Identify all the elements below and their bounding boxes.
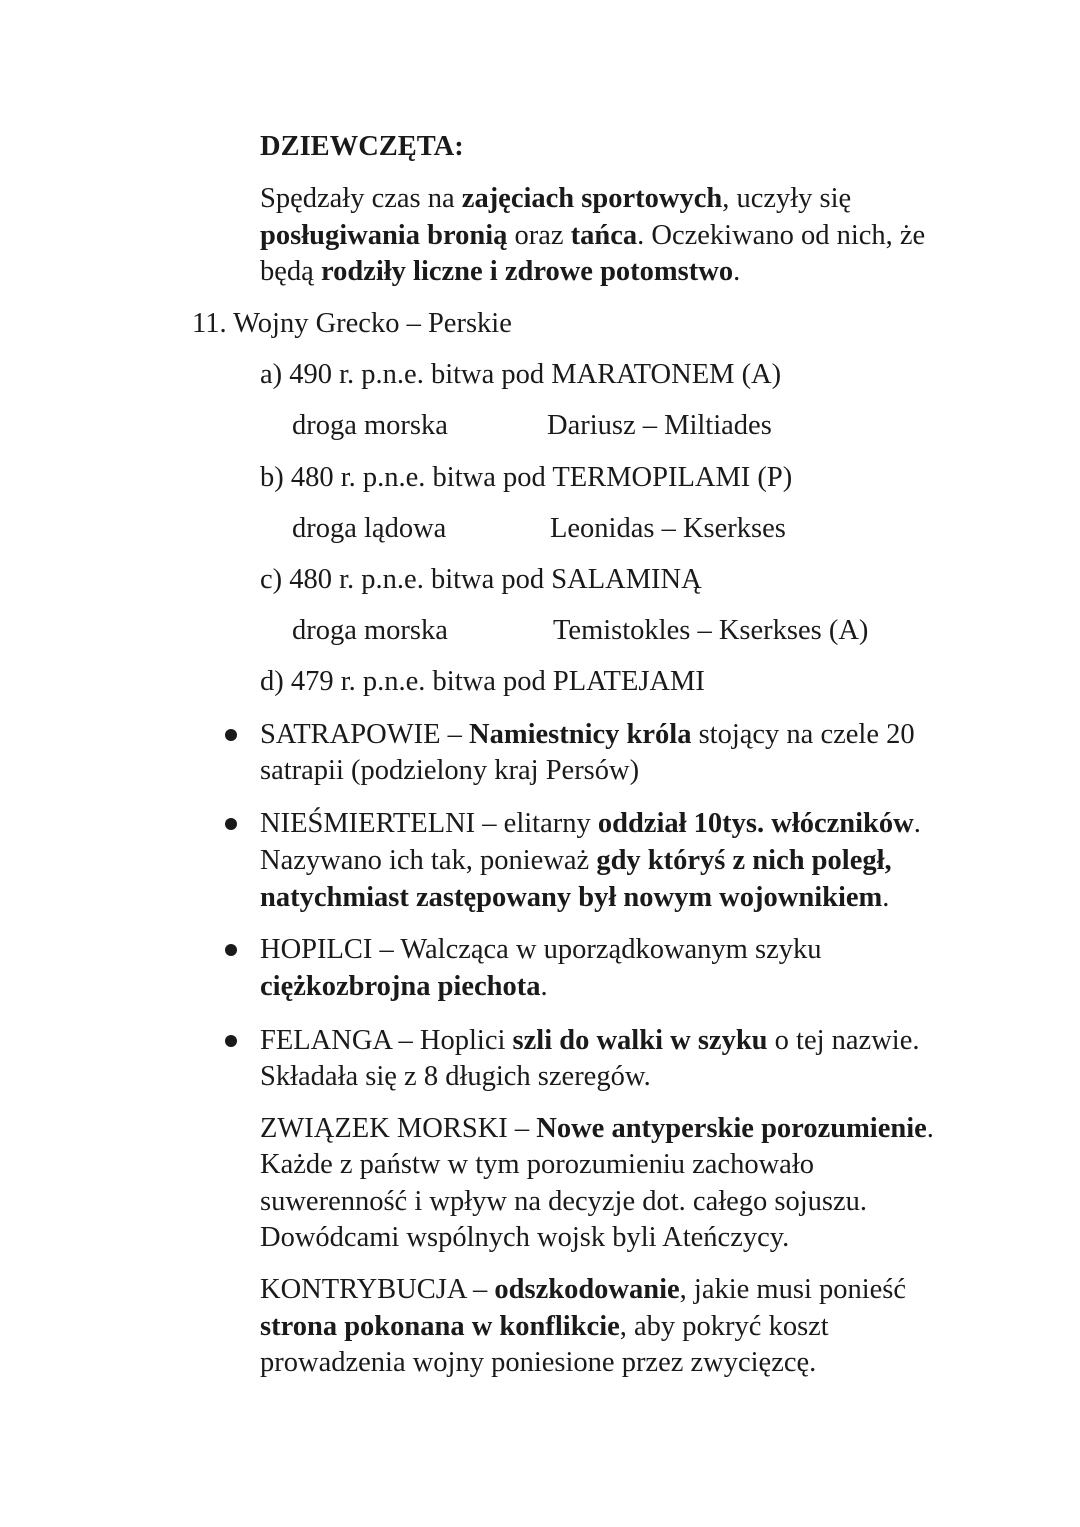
battle-a-leaders: Dariusz – Miltiades: [547, 410, 772, 441]
battle-c-label: c) 480 r. p.n.e. bitwa pod SALAMINĄ: [260, 564, 702, 595]
zwiazek-line-3: suwerenność i wpływ na decyzje dot. całego sojuszu.: [260, 1186, 868, 1217]
bullet-icon: [225, 944, 237, 956]
kontrybucja-line-2: strona pokonana w konflikcie, aby pokryć koszt: [260, 1311, 829, 1342]
falanga-line-1: FELANGA – Hoplici szli do walki w szyku o tej nazwie.: [260, 1025, 920, 1056]
kontrybucja-line-3: prowadzenia wojny poniesione przez zwycięzcę.: [260, 1347, 817, 1378]
girls-line-1: Spędzały czas na zajęciach sportowych, uczyły się: [260, 183, 852, 214]
zwiazek-line-2: Każde z państw w tym porozumieniu zachowało: [260, 1149, 814, 1180]
kontrybucja-line-1: KONTRYBUCJA – odszkodowanie, jakie musi ponieść: [260, 1274, 907, 1305]
hoplici-line-1: HOPILCI – Walcząca w uporządkowanym szyku: [260, 934, 822, 965]
battle-b-route: droga lądowa: [292, 513, 447, 544]
niesmiertelni-line-1: NIEŚMIERTELNI – elitarny oddział 10tys. włóczników.: [260, 808, 921, 839]
battle-a-route: droga morska: [292, 410, 448, 441]
girls-line-3: będą rodziły liczne i zdrowe potomstwo.: [260, 256, 741, 287]
girls-heading: DZIEWCZĘTA:: [260, 131, 464, 162]
niesmiertelni-line-3: natychmiast zastępowany był nowym wojownikiem.: [260, 882, 890, 913]
niesmiertelni-line-2: Nazywano ich tak, ponieważ gdy któryś z nich poległ,: [260, 845, 892, 876]
battle-d-label: d) 479 r. p.n.e. bitwa pod PLATEJAMI: [260, 666, 705, 697]
satrapowie-line-1: SATRAPOWIE – Namiestnicy króla stojący na czele 20: [260, 719, 915, 750]
bullet-icon: [225, 729, 237, 741]
battle-c-route: droga morska: [292, 615, 448, 646]
battle-b-label: b) 480 r. p.n.e. bitwa pod TERMOPILAMI (P): [260, 462, 793, 493]
battle-c-leaders: Temistokles – Kserkses (A): [553, 615, 869, 646]
falanga-line-2: Składała się z 8 długich szeregów.: [260, 1061, 651, 1092]
girls-line-2: posługiwania bronią oraz tańca. Oczekiwano od nich, że: [260, 220, 926, 251]
bullet-icon: [225, 1035, 237, 1047]
bullet-icon: [225, 818, 237, 830]
satrapowie-line-2: satrapii (podzielony kraj Persów): [260, 755, 640, 786]
wars-title: 11. Wojny Grecko – Perskie: [192, 308, 512, 339]
battle-b-leaders: Leonidas – Kserkses: [550, 513, 786, 544]
zwiazek-line-1: ZWIĄZEK MORSKI – Nowe antyperskie porozumienie.: [260, 1113, 934, 1144]
zwiazek-line-4: Dowódcami wspólnych wojsk byli Ateńczycy.: [260, 1222, 790, 1253]
hoplici-line-2: ciężkozbrojna piechota.: [260, 971, 548, 1002]
battle-a-label: a) 490 r. p.n.e. bitwa pod MARATONEM (A): [260, 359, 782, 390]
